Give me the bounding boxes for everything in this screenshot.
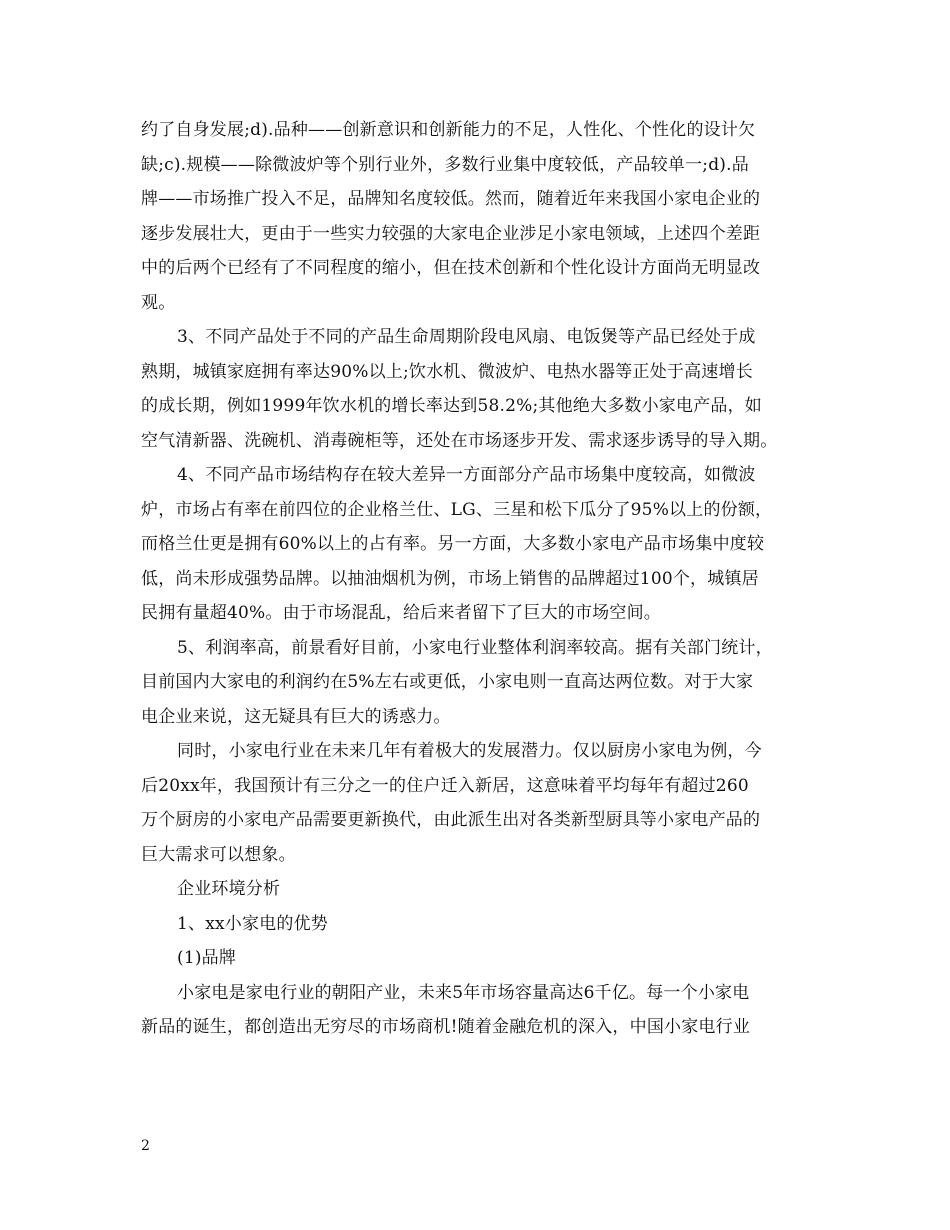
text-line: 低，尚未形成强势品牌。以抽油烟机为例，市场上销售的品牌超过100个，城镇居 — [141, 568, 759, 589]
text-line: 炉，市场占有率在前四位的企业格兰仕、LG、三星和松下瓜分了95%以上的份额， — [141, 499, 773, 520]
text-line: 巨大需求可以想象。 — [141, 844, 296, 865]
text-line: 缺;c).规模——除微波炉等个别行业外，多数行业集中度较低，产品较单一;d).品 — [141, 154, 749, 175]
text-line: (1)品牌 — [177, 948, 237, 968]
page-number: 2 — [141, 1138, 150, 1154]
text-line: 的成长期，例如1999年饮水机的增长率达到58.2%;其他绝大多数小家电产品，如 — [141, 396, 762, 416]
text-line: 约了自身发展;d).品种——创新意识和创新能力的不足，人性化、个性化的设计欠 — [141, 120, 756, 140]
text-line: 万个厨房的小家电产品需要更新换代，由此派生出对各类新型厨具等小家电产品的 — [141, 810, 761, 830]
text-line: 目前国内大家电的利润约在5%左右或更低，小家电则一直高达两位数。对于大家 — [141, 672, 754, 692]
text-line: 3、不同产品处于不同的产品生命周期阶段电风扇、电饭煲等产品已经处于成 — [177, 327, 756, 347]
text-line: 小家电是家电行业的朝阳产业，未来5年市场容量高达6千亿。每一个小家电 — [177, 982, 750, 1003]
text-line: 中的后两个已经有了不同程度的缩小，但在技术创新和个性化设计方面尚无明显改 — [141, 258, 761, 278]
text-line: 企业环境分析 — [177, 879, 281, 899]
text-line: 熟期，城镇家庭拥有率达90%以上;饮水机、微波炉、电热水器等正处于高速增长 — [141, 361, 753, 382]
text-line: 牌——市场推广投入不足，品牌知名度较低。然而，随着近年来我国小家电企业的 — [141, 189, 761, 209]
text-line: 同时，小家电行业在未来几年有着极大的发展潜力。仅以厨房小家电为例，今 — [177, 741, 762, 761]
text-line: 电企业来说，这无疑具有巨大的诱惑力。 — [141, 706, 451, 727]
text-line: 5、利润率高，前景看好目前，小家电行业整体利润率较高。据有关部门统计， — [177, 637, 773, 658]
text-line: 空气清新器、洗碗机、消毒碗柜等，还处在市场逐步开发、需求逐步诱导的导入期。 — [141, 430, 778, 451]
text-line: 逐步发展壮大，更由于一些实力较强的大家电企业涉足小家电领域，上述四个差距 — [141, 223, 761, 244]
text-line: 观。 — [141, 292, 176, 313]
text-line: 民拥有量超40%。由于市场混乱，给后来者留下了巨大的市场空间。 — [141, 603, 661, 623]
text-line: 后20xx年，我国预计有三分之一的住户迁入新居，这意味着平均每年有超过260 — [141, 775, 749, 796]
text-line: 1、xx小家电的优势 — [177, 913, 328, 934]
text-line: 新品的诞生，都创造出无穷尽的市场商机!随着金融危机的深入，中国小家电行业 — [141, 1017, 751, 1037]
text-line: 4、不同产品市场结构存在较大差异一方面部分产品市场集中度较高，如微波 — [177, 465, 756, 485]
document-body — [141, 113, 821, 1045]
text-line: 而格兰仕更是拥有60%以上的占有率。另一方面，大多数小家电产品市场集中度较 — [141, 534, 765, 554]
